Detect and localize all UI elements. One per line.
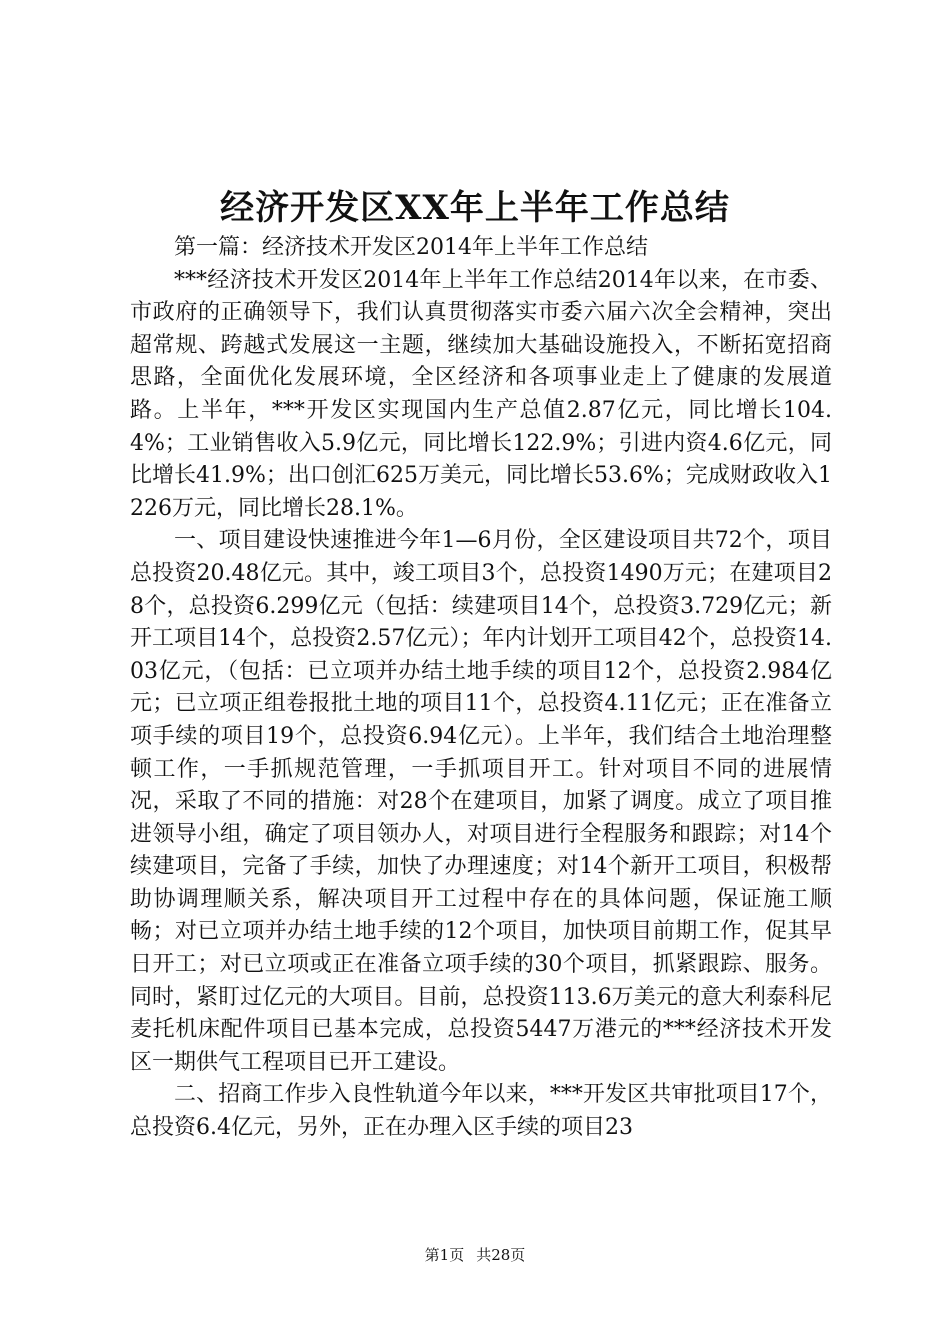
document-body [130, 232, 832, 1145]
investment-attraction-paragraph: 二、招商工作步入良性轨道今年以来，***开发区共审批项目17个，总投资6.4亿元，另外，正在办理入区手续的项目23 [130, 1082, 832, 1141]
document-title: 经济开发区XX年上半年工作总结 [220, 188, 730, 228]
section-heading-paragraph: 第一篇：经济技术开发区2014年上半年工作总结 [174, 235, 648, 260]
project-construction-paragraph: 一、项目建设快速推进今年1—6月份，全区建设项目共72个，项目总投资20.48亿元。其中，竣工项目3个，总投资1490万元；在建项目28个，总投资6.299亿元（包括：续建项目14个，总投资3.729亿元；新开工项目14个，总投资2.57亿元）；年内计划开工项目42个，总投资14.03亿元，（包括：已立项并办结土地手续的项目12个，总投资2.984亿元；已立项正组卷报批土地的项目11个，总投资4.11亿元；正在准备立项手续的项目19个，总投资6.94亿元）。上半年，我们结合土地治理整顿工作，一手抓规范管理，一手抓项目开工。针对项目不同的进展情况，采取了不同的措施：对28个在建项目，加紧了调度。成立了项目推进领导小组，确定了项目领办人，对项目进行全程服务和跟踪；对14个续建项目，完备了手续，加快了办理速度；对14个新开工项目，积极帮助协调理顺关系，解决项目开工过程中存在的具体问题，保证施工顺畅；对已立项并办结土地手续的12个项目，加快项目前期工作，促其早日开工；对已立项或正在准备立项手续的30个项目，抓紧跟踪、服务。同时，紧盯过亿元的大项目。目前，总投资113.6万美元的意大利泰科尼麦托机床配件项目已基本完成，总投资5447万港元的***经济技术开发区一期供气工程项目已开工建设。 [130, 528, 832, 1075]
page-total: 共28页 [476, 1246, 526, 1264]
intro-paragraph: ***经济技术开发区2014年上半年工作总结2014年以来，在市委、市政府的正确领导下，我们认真贯彻落实市委六届六次全会精神，突出超常规、跨越式发展这一主题，继续加大基础设施投入，不断拓宽招商思路，全面优化发展环境，全区经济和各项事业走上了健康的发展道路。上半年，***开发区实现国内生产总值2.87亿元，同比增长104.4%；工业销售收入5.9亿元，同比增长122.9%；引进内资4.6亿元，同比增长41.9%；出口创汇625万美元，同比增长53.6%；完成财政收入1226万元，同比增长28.1%。 [130, 267, 832, 521]
page-footer [0, 1245, 950, 1265]
page-number: 第1页 [424, 1246, 465, 1264]
